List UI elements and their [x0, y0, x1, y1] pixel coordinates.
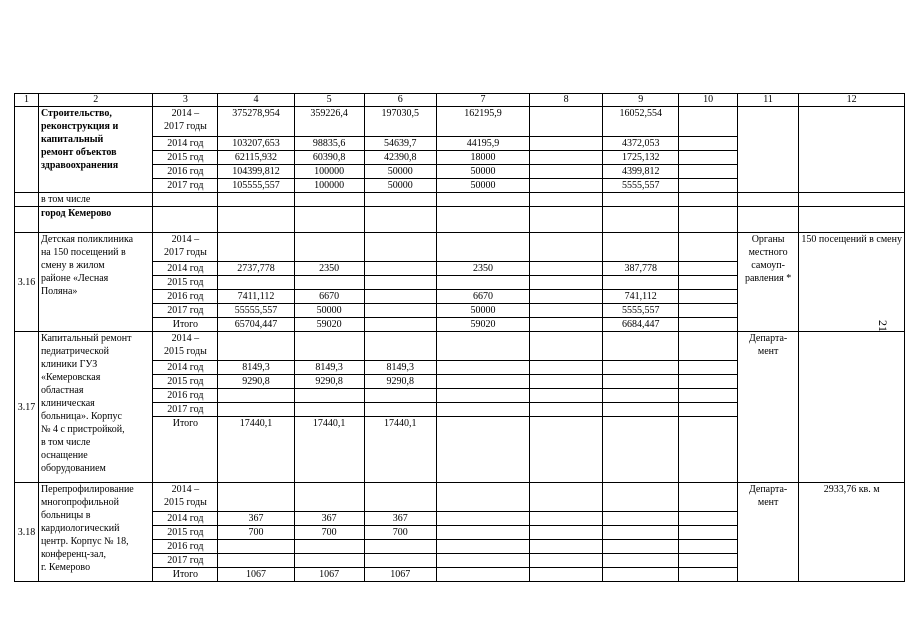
empty-cell: [436, 207, 529, 233]
value-cell: [436, 375, 529, 389]
executor-cell: Департа- мент: [737, 483, 798, 582]
item-number: [15, 193, 39, 207]
value-cell: 50000: [364, 179, 436, 193]
including-label: в том числе: [38, 193, 152, 207]
period-cell: 2015 год: [153, 276, 218, 290]
value-cell: [603, 389, 679, 403]
empty-cell: [737, 193, 798, 207]
value-cell: 359226,4: [294, 107, 364, 137]
value-cell: [530, 262, 603, 276]
empty-cell: [679, 193, 738, 207]
value-cell: [364, 483, 436, 512]
value-cell: 162195,9: [436, 107, 529, 137]
value-cell: [530, 107, 603, 137]
value-cell: 59020: [294, 318, 364, 332]
value-cell: [679, 151, 738, 165]
column-number: 1: [15, 94, 39, 107]
value-cell: 16052,554: [603, 107, 679, 137]
value-cell: [530, 483, 603, 512]
value-cell: [436, 403, 529, 417]
value-cell: 100000: [294, 165, 364, 179]
value-cell: [603, 361, 679, 375]
header-row: [15, 94, 905, 107]
value-cell: [294, 483, 364, 512]
item-number: 3.17: [15, 332, 39, 483]
program-table: [14, 93, 905, 582]
value-cell: 1067: [364, 568, 436, 582]
value-cell: [530, 233, 603, 262]
column-number: 11: [737, 94, 798, 107]
value-cell: [679, 290, 738, 304]
value-cell: 2350: [294, 262, 364, 276]
value-cell: [436, 526, 529, 540]
value-cell: 8149,3: [294, 361, 364, 375]
value-cell: [530, 403, 603, 417]
column-number: 2: [38, 94, 152, 107]
value-cell: 4372,053: [603, 137, 679, 151]
period-cell: 2017 год: [153, 554, 218, 568]
empty-cell: [530, 207, 603, 233]
value-cell: [679, 262, 738, 276]
value-cell: [679, 540, 738, 554]
period-cell: 2017 год: [153, 403, 218, 417]
value-cell: [294, 389, 364, 403]
column-number: 7: [436, 94, 529, 107]
value-cell: [679, 107, 738, 137]
empty-cell: [364, 193, 436, 207]
period-cell: 2016 год: [153, 165, 218, 179]
value-cell: [679, 179, 738, 193]
period-cell: Итого: [153, 318, 218, 332]
value-cell: 17440,1: [364, 417, 436, 483]
item-name: Детская поликлиника на 150 посещений в смену в жилом районе «Лесная Поляна»: [38, 233, 152, 332]
capacity-cell: 150 посещений в смену: [799, 233, 905, 332]
value-cell: [603, 233, 679, 262]
period-cell: 2014 год: [153, 361, 218, 375]
value-cell: [530, 304, 603, 318]
value-cell: [436, 417, 529, 483]
value-cell: [679, 554, 738, 568]
empty-cell: [679, 207, 738, 233]
value-cell: [294, 403, 364, 417]
value-cell: 50000: [294, 304, 364, 318]
value-cell: [679, 526, 738, 540]
value-cell: [218, 403, 294, 417]
value-cell: 50000: [364, 165, 436, 179]
column-number: 8: [530, 94, 603, 107]
item-number: [15, 107, 39, 193]
value-cell: [530, 389, 603, 403]
value-cell: 62115,932: [218, 151, 294, 165]
value-cell: [603, 332, 679, 361]
table-row: [15, 107, 905, 137]
value-cell: [679, 304, 738, 318]
empty-cell: [603, 193, 679, 207]
value-cell: [530, 165, 603, 179]
value-cell: [218, 332, 294, 361]
value-cell: 6670: [294, 290, 364, 304]
empty-cell: [218, 207, 294, 233]
value-cell: [294, 276, 364, 290]
value-cell: 5555,557: [603, 304, 679, 318]
value-cell: [603, 276, 679, 290]
value-cell: [603, 554, 679, 568]
value-cell: [364, 332, 436, 361]
value-cell: [679, 276, 738, 290]
column-number: 5: [294, 94, 364, 107]
value-cell: 6684,447: [603, 318, 679, 332]
column-number: 12: [799, 94, 905, 107]
value-cell: 44195,9: [436, 137, 529, 151]
value-cell: 100000: [294, 179, 364, 193]
value-cell: [436, 389, 529, 403]
value-cell: 367: [218, 512, 294, 526]
capacity-cell: [799, 332, 905, 483]
value-cell: 18000: [436, 151, 529, 165]
period-cell: 2016 год: [153, 290, 218, 304]
value-cell: 2350: [436, 262, 529, 276]
value-cell: 700: [218, 526, 294, 540]
value-cell: [436, 540, 529, 554]
value-cell: 98835,6: [294, 137, 364, 151]
executor-cell: Органы местного самоуп- равления *: [737, 233, 798, 332]
value-cell: [530, 332, 603, 361]
value-cell: 9290,8: [294, 375, 364, 389]
empty-cell: [218, 193, 294, 207]
value-cell: [364, 554, 436, 568]
value-cell: [603, 512, 679, 526]
period-cell: 2014 – 2017 годы: [153, 107, 218, 137]
value-cell: [294, 332, 364, 361]
empty-cell: [153, 193, 218, 207]
value-cell: [364, 318, 436, 332]
value-cell: [530, 568, 603, 582]
value-cell: 8149,3: [364, 361, 436, 375]
value-cell: 50000: [436, 304, 529, 318]
value-cell: [679, 512, 738, 526]
value-cell: [364, 304, 436, 318]
value-cell: 1725,132: [603, 151, 679, 165]
period-cell: 2014 год: [153, 262, 218, 276]
period-cell: 2014 – 2015 годы: [153, 483, 218, 512]
column-number: 9: [603, 94, 679, 107]
column-number: 6: [364, 94, 436, 107]
period-cell: 2014 – 2017 годы: [153, 233, 218, 262]
period-cell: 2014 – 2015 годы: [153, 332, 218, 361]
value-cell: [364, 233, 436, 262]
value-cell: [294, 540, 364, 554]
value-cell: 1067: [294, 568, 364, 582]
value-cell: [603, 540, 679, 554]
value-cell: [364, 262, 436, 276]
value-cell: [530, 375, 603, 389]
value-cell: 367: [294, 512, 364, 526]
value-cell: [530, 526, 603, 540]
period-cell: 2015 год: [153, 526, 218, 540]
value-cell: [364, 389, 436, 403]
value-cell: 103207,653: [218, 137, 294, 151]
value-cell: [530, 554, 603, 568]
value-cell: [679, 403, 738, 417]
value-cell: [294, 554, 364, 568]
value-cell: [436, 332, 529, 361]
value-cell: 8149,3: [218, 361, 294, 375]
value-cell: [679, 233, 738, 262]
value-cell: [294, 233, 364, 262]
empty-cell: [799, 207, 905, 233]
value-cell: [603, 375, 679, 389]
value-cell: 54639,7: [364, 137, 436, 151]
value-cell: [679, 375, 738, 389]
value-cell: [679, 332, 738, 361]
value-cell: 17440,1: [294, 417, 364, 483]
executor-cell: Департа- мент: [737, 332, 798, 483]
empty-cell: [364, 207, 436, 233]
value-cell: [436, 276, 529, 290]
item-name: Капитальный ремонт педиатрической клиники ГУЗ «Кемеровская областная клиническая больница». Корпус № 4 с пристройкой, в том числе оснащение оборудованием: [38, 332, 152, 483]
value-cell: 65704,447: [218, 318, 294, 332]
value-cell: [679, 568, 738, 582]
value-cell: [679, 318, 738, 332]
page-number: 21: [876, 320, 890, 332]
table-row: [15, 483, 905, 512]
table-row: [15, 193, 905, 207]
value-cell: 700: [294, 526, 364, 540]
value-cell: [603, 403, 679, 417]
column-number: 10: [679, 94, 738, 107]
value-cell: [530, 318, 603, 332]
value-cell: [436, 483, 529, 512]
value-cell: 17440,1: [218, 417, 294, 483]
city-label: город Кемерово: [38, 207, 152, 233]
item-name: Строительство, реконструкция и капитальный ремонт объектов здравоохранения: [38, 107, 152, 193]
value-cell: 50000: [436, 179, 529, 193]
value-cell: [679, 483, 738, 512]
empty-cell: [737, 207, 798, 233]
item-name: Перепрофилирование многопрофильной больницы в кардиологический центр. Корпус № 18, конференц-зал, г. Кемерово: [38, 483, 152, 582]
value-cell: 367: [364, 512, 436, 526]
value-cell: 700: [364, 526, 436, 540]
empty-cell: [294, 193, 364, 207]
value-cell: [364, 403, 436, 417]
value-cell: [436, 568, 529, 582]
value-cell: [364, 290, 436, 304]
value-cell: 50000: [436, 165, 529, 179]
value-cell: [218, 389, 294, 403]
value-cell: 387,778: [603, 262, 679, 276]
value-cell: [218, 483, 294, 512]
period-cell: Итого: [153, 568, 218, 582]
value-cell: [218, 540, 294, 554]
period-cell: 2015 год: [153, 151, 218, 165]
empty-cell: [799, 193, 905, 207]
value-cell: 60390,8: [294, 151, 364, 165]
capacity-cell: 2933,76 кв. м: [799, 483, 905, 582]
empty-cell: [153, 207, 218, 233]
value-cell: [603, 568, 679, 582]
table-row: [15, 207, 905, 233]
value-cell: [679, 417, 738, 483]
period-cell: Итого: [153, 417, 218, 483]
value-cell: [436, 361, 529, 375]
item-number: 3.16: [15, 233, 39, 332]
value-cell: 741,112: [603, 290, 679, 304]
capacity-cell: [799, 107, 905, 193]
empty-cell: [294, 207, 364, 233]
value-cell: [530, 512, 603, 526]
value-cell: [218, 233, 294, 262]
period-cell: 2015 год: [153, 375, 218, 389]
value-cell: 375278,954: [218, 107, 294, 137]
value-cell: [530, 417, 603, 483]
value-cell: 105555,557: [218, 179, 294, 193]
value-cell: [530, 276, 603, 290]
value-cell: 2737,778: [218, 262, 294, 276]
value-cell: [679, 389, 738, 403]
value-cell: 1067: [218, 568, 294, 582]
executor-cell: [737, 107, 798, 193]
value-cell: [679, 361, 738, 375]
table-row: [15, 332, 905, 361]
value-cell: [530, 179, 603, 193]
value-cell: [364, 540, 436, 554]
period-cell: 2016 год: [153, 389, 218, 403]
value-cell: [679, 165, 738, 179]
value-cell: [530, 361, 603, 375]
item-number: [15, 207, 39, 233]
value-cell: 5555,557: [603, 179, 679, 193]
period-cell: 2014 год: [153, 512, 218, 526]
value-cell: [679, 137, 738, 151]
value-cell: [436, 512, 529, 526]
value-cell: [530, 540, 603, 554]
value-cell: 4399,812: [603, 165, 679, 179]
value-cell: [436, 554, 529, 568]
empty-cell: [436, 193, 529, 207]
period-cell: 2017 год: [153, 304, 218, 318]
value-cell: 7411,112: [218, 290, 294, 304]
value-cell: [364, 276, 436, 290]
table-row: [15, 233, 905, 262]
period-cell: 2014 год: [153, 137, 218, 151]
period-cell: 2016 год: [153, 540, 218, 554]
value-cell: [218, 276, 294, 290]
value-cell: [530, 290, 603, 304]
empty-cell: [603, 207, 679, 233]
value-cell: 55555,557: [218, 304, 294, 318]
value-cell: [436, 233, 529, 262]
value-cell: 59020: [436, 318, 529, 332]
column-number: 3: [153, 94, 218, 107]
period-cell: 2017 год: [153, 179, 218, 193]
value-cell: [603, 483, 679, 512]
value-cell: 9290,8: [364, 375, 436, 389]
value-cell: 197030,5: [364, 107, 436, 137]
item-number: 3.18: [15, 483, 39, 582]
value-cell: [530, 151, 603, 165]
value-cell: [603, 417, 679, 483]
column-number: 4: [218, 94, 294, 107]
empty-cell: [530, 193, 603, 207]
value-cell: 9290,8: [218, 375, 294, 389]
value-cell: 104399,812: [218, 165, 294, 179]
value-cell: [603, 526, 679, 540]
value-cell: 42390,8: [364, 151, 436, 165]
value-cell: [218, 554, 294, 568]
value-cell: 6670: [436, 290, 529, 304]
value-cell: [530, 137, 603, 151]
